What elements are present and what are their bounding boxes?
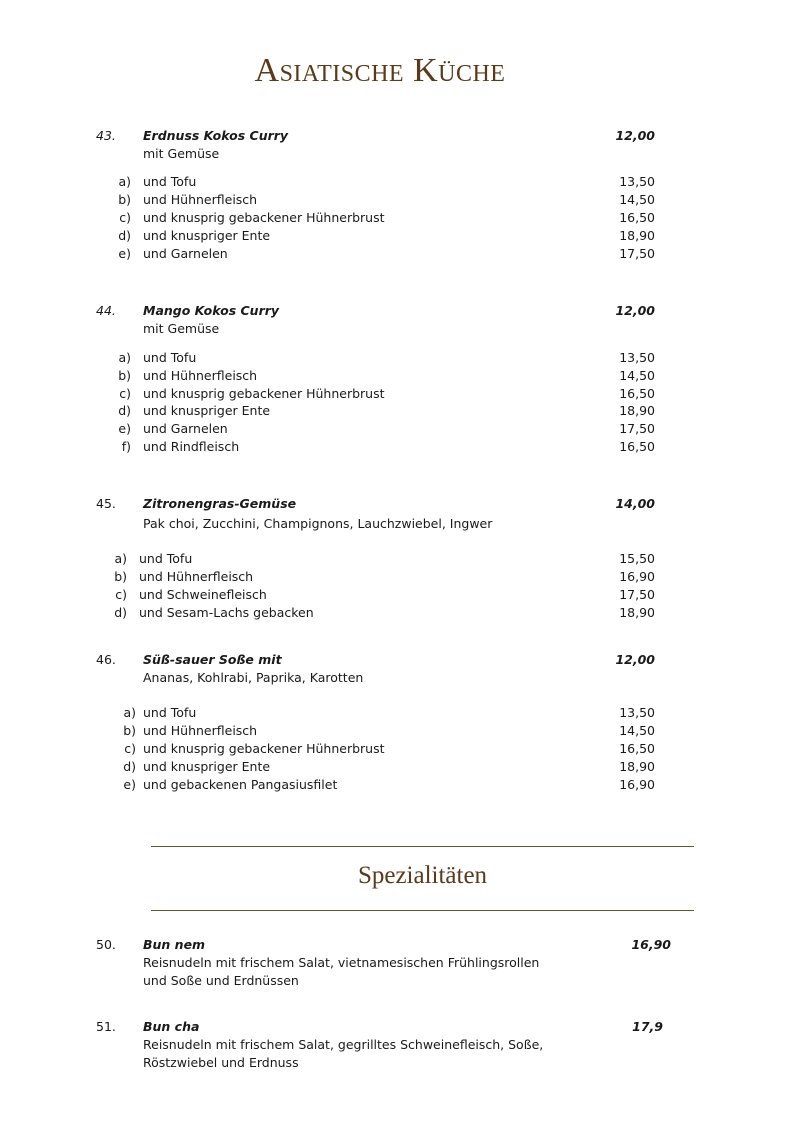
- option-letter: a): [123, 705, 136, 720]
- option-text: und Sesam-Lachs gebacken: [139, 605, 314, 620]
- option-text: und gebackenen Pangasiusfilet: [143, 777, 338, 792]
- option-letter: a): [118, 350, 131, 365]
- option-letter: b): [118, 192, 131, 207]
- dish-price: 16,90: [631, 937, 671, 952]
- option-letter: d): [118, 403, 131, 418]
- page-title: Asiatische Küche: [254, 52, 506, 89]
- dish-description: Reisnudeln mit frischem Salat, gegrilltes Schweinefleisch, Soße,: [143, 1037, 544, 1052]
- option-text: und knusprig gebackener Hühnerbrust: [143, 741, 385, 756]
- dish-number: 50.: [96, 937, 116, 952]
- option-price: 15,50: [619, 551, 655, 566]
- option-text: und Hühnerfleisch: [139, 569, 254, 584]
- option-letter: e): [118, 246, 131, 261]
- dish-description: und Soße und Erdnüssen: [143, 973, 299, 988]
- dish-name: Erdnuss Kokos Curry: [143, 128, 289, 143]
- option-price: 17,50: [619, 421, 655, 436]
- section-divider-bottom: [151, 910, 694, 911]
- option-price: 16,50: [619, 386, 655, 401]
- option-text: und knuspriger Ente: [143, 759, 271, 774]
- option-letter: c): [124, 741, 136, 756]
- option-letter: c): [119, 210, 131, 225]
- option-price: 18,90: [619, 605, 655, 620]
- dish-number: 51.: [96, 1019, 116, 1034]
- option-price: 14,50: [619, 368, 655, 383]
- option-price: 16,50: [619, 741, 655, 756]
- option-price: 17,50: [619, 587, 655, 602]
- option-price: 18,90: [619, 759, 655, 774]
- option-price: 17,50: [619, 246, 655, 261]
- option-text: und Tofu: [143, 705, 197, 720]
- option-letter: d): [114, 605, 127, 620]
- option-letter: d): [123, 759, 136, 774]
- option-text: und Tofu: [143, 174, 197, 189]
- option-text: und Schweinefleisch: [139, 587, 267, 602]
- dish-price: 12,00: [615, 303, 655, 318]
- option-letter: d): [118, 228, 131, 243]
- dish-description: Ananas, Kohlrabi, Paprika, Karotten: [143, 670, 364, 685]
- dish-name: Bun nem: [143, 937, 206, 952]
- option-price: 18,90: [619, 228, 655, 243]
- dish-description: mit Gemüse: [143, 146, 220, 161]
- option-letter: c): [115, 587, 127, 602]
- option-text: und Tofu: [139, 551, 193, 566]
- option-letter: b): [114, 569, 127, 584]
- option-letter: f): [121, 439, 131, 454]
- dish-description: Reisnudeln mit frischem Salat, vietnamesischen Frühlingsrollen: [143, 955, 540, 970]
- option-price: 16,50: [619, 439, 655, 454]
- option-price: 16,90: [619, 777, 655, 792]
- dish-description: Röstzwiebel und Erdnuss: [143, 1055, 299, 1070]
- option-price: 13,50: [619, 350, 655, 365]
- dish-description: mit Gemüse: [143, 321, 220, 336]
- option-price: 14,50: [619, 192, 655, 207]
- section-divider-top: [151, 846, 694, 847]
- option-text: und Garnelen: [143, 246, 228, 261]
- dish-description: Pak choi, Zucchini, Champignons, Lauchzwiebel, Ingwer: [143, 516, 493, 531]
- option-text: und Hühnerfleisch: [143, 192, 258, 207]
- dish-name: Bun cha: [143, 1019, 200, 1034]
- dish-price: 17,9: [632, 1019, 663, 1034]
- dish-price: 12,00: [615, 128, 655, 143]
- option-price: 16,50: [619, 210, 655, 225]
- option-text: und knusprig gebackener Hühnerbrust: [143, 386, 385, 401]
- dish-name: Süß-sauer Soße mit: [143, 652, 282, 667]
- option-text: und knusprig gebackener Hühnerbrust: [143, 210, 385, 225]
- section-title: Spezialitäten: [357, 862, 488, 889]
- option-price: 13,50: [619, 174, 655, 189]
- option-price: 16,90: [619, 569, 655, 584]
- dish-number: 43.: [96, 128, 116, 143]
- option-text: und Hühnerfleisch: [143, 723, 258, 738]
- option-price: 13,50: [619, 705, 655, 720]
- dish-number: 45.: [96, 496, 116, 511]
- dish-number: 44.: [96, 303, 116, 318]
- dish-price: 14,00: [615, 496, 655, 511]
- option-letter: b): [123, 723, 136, 738]
- option-text: und Garnelen: [143, 421, 228, 436]
- option-letter: a): [118, 174, 131, 189]
- dish-name: Zitronengras-Gemüse: [143, 496, 297, 511]
- option-letter: a): [114, 551, 127, 566]
- option-letter: b): [118, 368, 131, 383]
- option-text: und knuspriger Ente: [143, 403, 271, 418]
- option-text: und knuspriger Ente: [143, 228, 271, 243]
- option-letter: e): [118, 421, 131, 436]
- dish-name: Mango Kokos Curry: [143, 303, 280, 318]
- dish-number: 46.: [96, 652, 116, 667]
- option-price: 14,50: [619, 723, 655, 738]
- option-letter: e): [123, 777, 136, 792]
- option-text: und Hühnerfleisch: [143, 368, 258, 383]
- option-letter: c): [119, 386, 131, 401]
- option-text: und Tofu: [143, 350, 197, 365]
- option-price: 18,90: [619, 403, 655, 418]
- dish-price: 12,00: [615, 652, 655, 667]
- option-text: und Rindfleisch: [143, 439, 240, 454]
